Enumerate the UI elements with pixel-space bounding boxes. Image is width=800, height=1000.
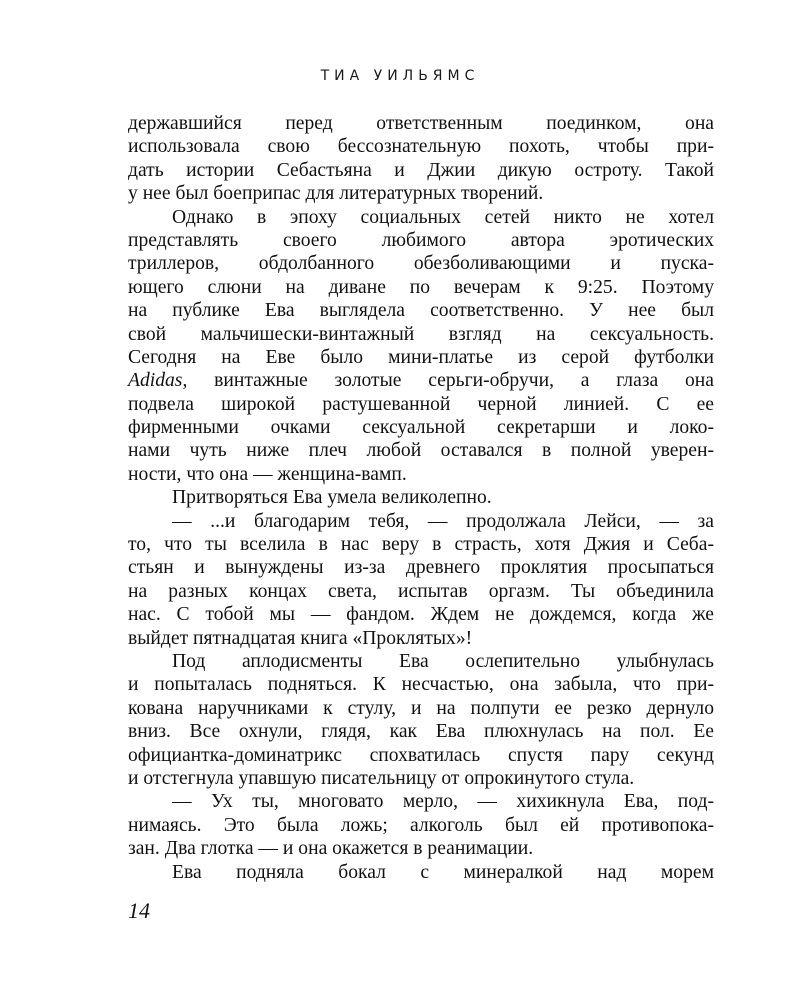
text-line: на разных концах света, испытав оргазм. Ты объединила bbox=[128, 580, 714, 602]
body-text bbox=[128, 112, 714, 884]
page-number: 14 bbox=[128, 898, 150, 923]
text-line: у нее был боеприпас для литературных творений. bbox=[128, 183, 544, 205]
text-line: фирменными очками сексуальной секретарши и локо- bbox=[128, 417, 714, 439]
text-line: вниз. Все охнули, глядя, как Ева плюхнулась на пол. Ее bbox=[128, 721, 714, 743]
text-line: Однако в эпоху социальных сетей никто не хотел bbox=[172, 206, 714, 228]
text-line: — ...и благодарим тебя, — продолжала Лейси, — за bbox=[172, 510, 714, 532]
text-line: дать истории Себастьяна и Джии дикую остроту. Такой bbox=[128, 159, 714, 181]
text-line: и попыталась подняться. К несчастью, она забыла, что при- bbox=[128, 674, 714, 696]
text-line: Под аплодисменты Ева ослепительно улыбнулась bbox=[172, 650, 714, 672]
text-line: использовала свою бессознательную похоть, чтобы при- bbox=[128, 136, 714, 158]
text-line: нимаясь. Это была ложь; алкоголь был ей противопока- bbox=[128, 814, 714, 836]
text-line: державшийся перед ответственным поединком, она bbox=[128, 113, 714, 134]
text-line: представлять своего любимого автора эротических bbox=[128, 229, 714, 251]
text-line: Ева подняла бокал с минералкой над морем bbox=[172, 861, 714, 883]
text-line bbox=[128, 369, 714, 392]
text-line: свой мальчишески-винтажный взгляд на сексуальность. bbox=[128, 323, 714, 345]
brand-name: Adidas bbox=[128, 370, 183, 392]
text-line: выйдет пятнадцатая книга «Проклятых»! bbox=[128, 627, 473, 649]
text-line: официантка-доминатрикс спохватилась спустя пару секунд bbox=[128, 744, 714, 766]
text-line: на публике Ева выглядела соответственно. У нее был bbox=[128, 300, 714, 322]
text-line: Притворяться Ева умела великолепно. bbox=[172, 487, 492, 509]
text-line: — Ух ты, многовато мерло, — хихикнула Ева, под- bbox=[172, 791, 714, 813]
text-line: нас. С тобой мы — фандом. Ждем не дождемся, когда же bbox=[128, 604, 714, 626]
text-line-rest: , винтажные золотые серьги-обручи, а глаза она bbox=[182, 370, 714, 392]
text-line: кована наручниками к стулу, и на полпути ее резко дернуло bbox=[128, 697, 714, 719]
text-line: и отстегнула упавшую писательницу от опрокинутого стула. bbox=[128, 767, 635, 789]
text-line: ности, что она — женщина-вамп. bbox=[128, 463, 407, 485]
text-line: стьян и вынуждены из-за древнего проклятия просыпаться bbox=[128, 557, 714, 579]
text-line: Сегодня на Еве было мини-платье из серой футболки bbox=[128, 346, 714, 368]
text-line: триллеров, обдолбанного обезболивающими и пуска- bbox=[128, 253, 714, 275]
text-line: нами чуть ниже плеч любой оставался в полной уверен- bbox=[128, 440, 714, 462]
text-line: зан. Два глотка — и она окажется в реанимации. bbox=[128, 838, 534, 860]
text-line: ющего слюни на диване по вечерам к 9:25. Поэтому bbox=[128, 276, 714, 298]
running-head: ТИА УИЛЬЯМС bbox=[320, 68, 480, 84]
text-line: то, что ты вселила в нас веру в страсть, хотя Джия и Себа- bbox=[128, 534, 714, 556]
text-line: подвела широкой растушеванной черной линией. С ее bbox=[128, 393, 714, 415]
